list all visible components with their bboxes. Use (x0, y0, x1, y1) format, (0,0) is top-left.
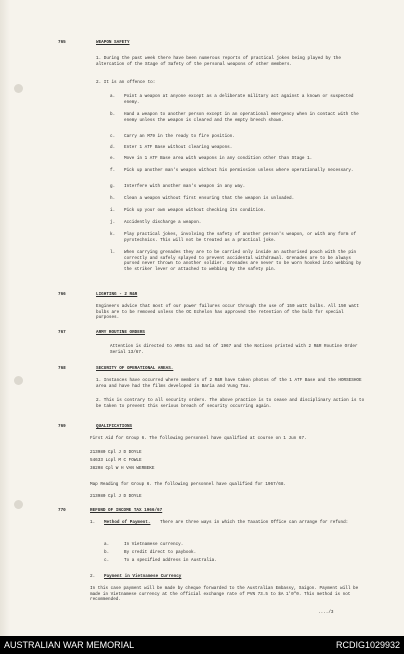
section-heading: ARMY ROUTINE ORDERS (96, 330, 145, 335)
punch-hole (14, 376, 23, 385)
item-text: Pick up your own weapon without checking its condition. (124, 208, 266, 213)
item-text: Pick up another man's weapon without his permission unless where operationally necessary. (124, 168, 354, 173)
serial-number: 769 (58, 424, 66, 429)
serial-number: 765 (58, 40, 66, 45)
list-item: 38208 Cpl W H VAN WERBEKE (90, 466, 155, 471)
list-item: 213980 Cpl J D DOYLE (90, 450, 142, 455)
section-heading: SECURITY OF OPERATIONAL AREAS. (96, 366, 174, 371)
subheading: Method of Payment. (104, 520, 151, 525)
continuation-mark: ..../3 (318, 610, 334, 615)
paragraph-lead: 2. (90, 574, 96, 579)
item-label: g. (110, 184, 116, 189)
paragraph: Attention is directed to AROs 51 and 54 of 1967 and the Notices printed with 2 R&R Routine Order Serial 13/67. (110, 344, 358, 355)
item-text: In Vietnamese currency. (124, 542, 184, 547)
serial-number: 766 (58, 292, 66, 297)
paragraph: 1. During the past week there have been numerous reports of practical jokes being played by the altercation of the Stage of Safety of the personal weapons of other members. (96, 56, 341, 67)
paragraph-lead: 1. (90, 520, 96, 525)
paragraph: In this case payment will be made by cheque forwarded to the Australian Embassy, Saigon. Payment will be made in Vietnamese currency at the official exchange rate of PVN 73.5 to $A 1'0"0. This method is not recommended. (90, 586, 359, 603)
item-label: f. (110, 168, 116, 173)
paragraph: 1. Instances have occurred where members of 2 R&R have taken photos of the 1 ATF Base and the HORSESHOE area and have had the films developed in Baria and Vung Tau. (96, 378, 362, 389)
paragraph: There are three ways in which the Taxation Office can arrange for refund: (160, 520, 349, 525)
item-label: b. (104, 550, 110, 555)
serial-number: 768 (58, 366, 66, 371)
item-text: By credit direct to paybook. (124, 550, 197, 555)
item-text: Hand a weapon to another person except in an operational emergency when in contact with the enemy unless the weapon is cleared and the empty breech shown. (124, 112, 359, 123)
paragraph: First Aid for Group 6. The following personnel have qualified at course on 1 Jun 67. (90, 436, 307, 441)
item-label: j. (110, 220, 116, 225)
item-text: Clean a weapon without first ensuring that the weapon is unloaded. (124, 196, 295, 201)
punch-hole (14, 500, 23, 509)
item-text: Move in 1 ATF Base area with weapons in any condition other than Stage 1. (124, 156, 313, 161)
item-label: k. (110, 232, 116, 237)
item-label: a. (110, 94, 116, 99)
paragraph: 2. This is contrary to all security orders. The above practice is to cease and disciplinary action is to be taken to prevent this serious breach of security occurring again. (96, 398, 365, 409)
item-label: a. (104, 542, 110, 547)
item-text: When carrying grenades they are to be carried only inside an authorised pouch with the pin correctly and safely splayed to prevent accidental withdrawal. Grenades are to be always pursed never thrown to another soldier. Grenades are never to be worn hooked into webbing by the striker lever or attached to webbing by the safety pin. (124, 250, 362, 272)
list-item: 54633 Lcpl M C FOWLE (90, 458, 142, 463)
item-text: Enter 1 ATF Base without clearing weapons. (124, 145, 233, 150)
item-label: c. (110, 134, 116, 139)
section-heading: LIGHTING - 2 R&R (96, 292, 138, 297)
subheading: Payment in Vietnamese Currency (104, 574, 182, 579)
footer-source: AUSTRALIAN WAR MEMORIAL (4, 640, 135, 650)
section-heading: QUALIFICATIONS (96, 424, 133, 429)
item-text: To a specified address in Australia. (124, 558, 217, 563)
item-label: b. (110, 112, 116, 117)
serial-number: 770 (58, 508, 66, 513)
item-label: h. (110, 196, 116, 201)
punch-hole (14, 84, 23, 93)
item-label: c. (104, 558, 110, 563)
footer-record-id: RCDIG1029932 (335, 640, 400, 650)
item-label: i. (110, 208, 116, 213)
section-heading: REFUND OF INCOME TAX 1966/67 (90, 508, 163, 513)
item-text: Accidently discharge a weapon. (124, 220, 202, 225)
item-label: l. (110, 250, 116, 255)
paragraph-lead: 2. It is an offence to: (96, 80, 156, 85)
item-text: Interfere with another man's weapon in any way. (124, 184, 246, 189)
paragraph: Map Reading for Group 6. The following personnel have qualified for 1967/68. (90, 482, 286, 487)
item-label: d. (110, 145, 116, 150)
archive-footer (0, 636, 404, 654)
item-text: Carry an M79 in the ready to fire position. (124, 134, 235, 139)
paragraph: Engineers advice that most of our power failures occur through the use of 150 watt bulbs. All 150 watt bulbs are to be removed unless the OC Echelon has approved the retention of the bulb for special purposes. (96, 304, 360, 321)
list-item: 213980 Cpl J D DOYLE (90, 494, 142, 499)
item-label: e. (110, 156, 116, 161)
item-text: Point a weapon at anyone except as a deliberate military act against a known or suspected enemy. (124, 94, 354, 105)
section-heading: WEAPON SAFETY (96, 40, 130, 45)
item-text: Play practical jokes, involving the safety of another person's weapon, or with any form of pyrotechnics. This will not be treated as a practical joke. (124, 232, 357, 243)
serial-number: 767 (58, 330, 66, 335)
